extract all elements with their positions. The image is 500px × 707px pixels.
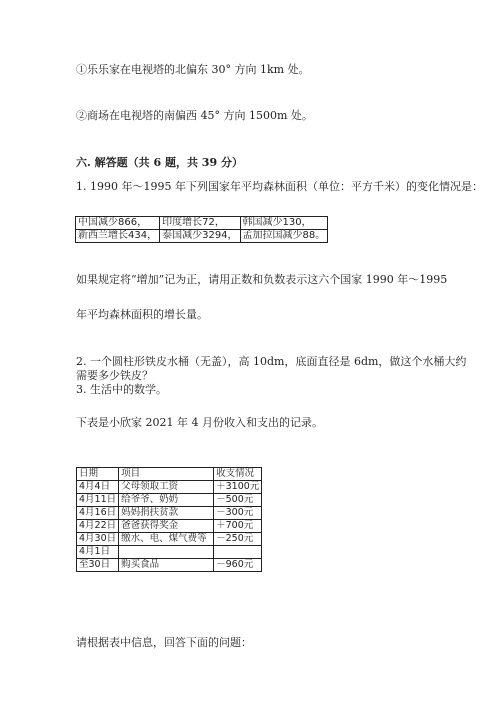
- income-expense-table: [76, 467, 262, 572]
- table-row: [77, 520, 262, 533]
- table-row: [77, 481, 262, 494]
- table-row: [77, 507, 262, 520]
- table-cell: 韩国减少130，: [240, 217, 328, 230]
- cell-item: 妈妈捐扶贫款: [119, 507, 214, 520]
- cell-item: 缴水、电、煤气费等: [119, 533, 214, 546]
- cell-item: 父母领取工资: [119, 481, 214, 494]
- cell-date: 至30日: [77, 559, 119, 572]
- table-row: [77, 546, 262, 559]
- cell-date: 4月1日: [77, 546, 119, 559]
- question-item-1: ①乐乐家在电视塔的北偏东 30° 方向 1km 处。: [76, 63, 310, 76]
- table-cell: 印度增长72，: [160, 217, 240, 230]
- column-header-amount: 收支情况: [214, 468, 262, 481]
- table-row: [76, 230, 328, 243]
- cell-date: 4月22日: [77, 520, 119, 533]
- ledger-intro: 下表是小欣家 2021 年 4 月份收入和支出的记录。: [76, 416, 323, 429]
- table-row: [77, 533, 262, 546]
- cell-item: 爸爸获得奖金: [119, 520, 214, 533]
- question-1-text: 1. 1990 年～1995 年下列国家年平均森林面积（单位：平方千米）的变化情况是：: [76, 180, 483, 193]
- cell-amount: [214, 546, 262, 559]
- table-row: [76, 217, 328, 230]
- question-item-2: ②商场在电视塔的南偏西 45° 方向 1500m 处。: [76, 109, 313, 122]
- cell-amount: －250元: [214, 533, 262, 546]
- cell-date: 4月16日: [77, 507, 119, 520]
- table-header-row: [77, 468, 262, 481]
- cell-amount: ＋3100元: [214, 481, 262, 494]
- forest-change-table: [75, 216, 328, 243]
- cell-amount: －500元: [214, 494, 262, 507]
- table-cell: 新西兰增长434，: [76, 230, 160, 243]
- table-cell: 中国减少866，: [76, 217, 160, 230]
- cell-amount: －960元: [214, 559, 262, 572]
- table-row: [77, 494, 262, 507]
- table-cell: 泰国减少3294，: [160, 230, 240, 243]
- column-header-item: 项目: [119, 468, 214, 481]
- table-cell: 孟加拉国减少88。: [240, 230, 328, 243]
- cell-date: 4月4日: [77, 481, 119, 494]
- column-header-date: 日期: [77, 468, 119, 481]
- cell-date: 4月30日: [77, 533, 119, 546]
- question-1-ask-line2: 年平均森林面积的增长量。: [76, 308, 208, 321]
- cell-date: 4月11日: [77, 494, 119, 507]
- closing-instruction: 请根据表中信息，回答下面的问题：: [76, 636, 252, 649]
- question-2-line2: 需要多少铁皮？: [76, 369, 153, 382]
- question-1-ask-line1: 如果规定将“增加”记为正，请用正数和负数表示这六个国家 1990 年～1995: [76, 273, 448, 286]
- cell-item: [119, 546, 214, 559]
- cell-item: 给爷爷、奶奶: [119, 494, 214, 507]
- cell-amount: ＋700元: [214, 520, 262, 533]
- cell-amount: －300元: [214, 507, 262, 520]
- table-row: [77, 559, 262, 572]
- section-title: 六. 解答题（共 6 题，共 39 分）: [76, 156, 243, 169]
- cell-item: 购买食品: [119, 559, 214, 572]
- question-3-title: 3. 生活中的数学。: [76, 383, 167, 396]
- question-2-line1: 2. 一个圆柱形铁皮水桶（无盖），高 10dm，底面直径是 6dm，做这个水桶大约: [76, 355, 467, 368]
